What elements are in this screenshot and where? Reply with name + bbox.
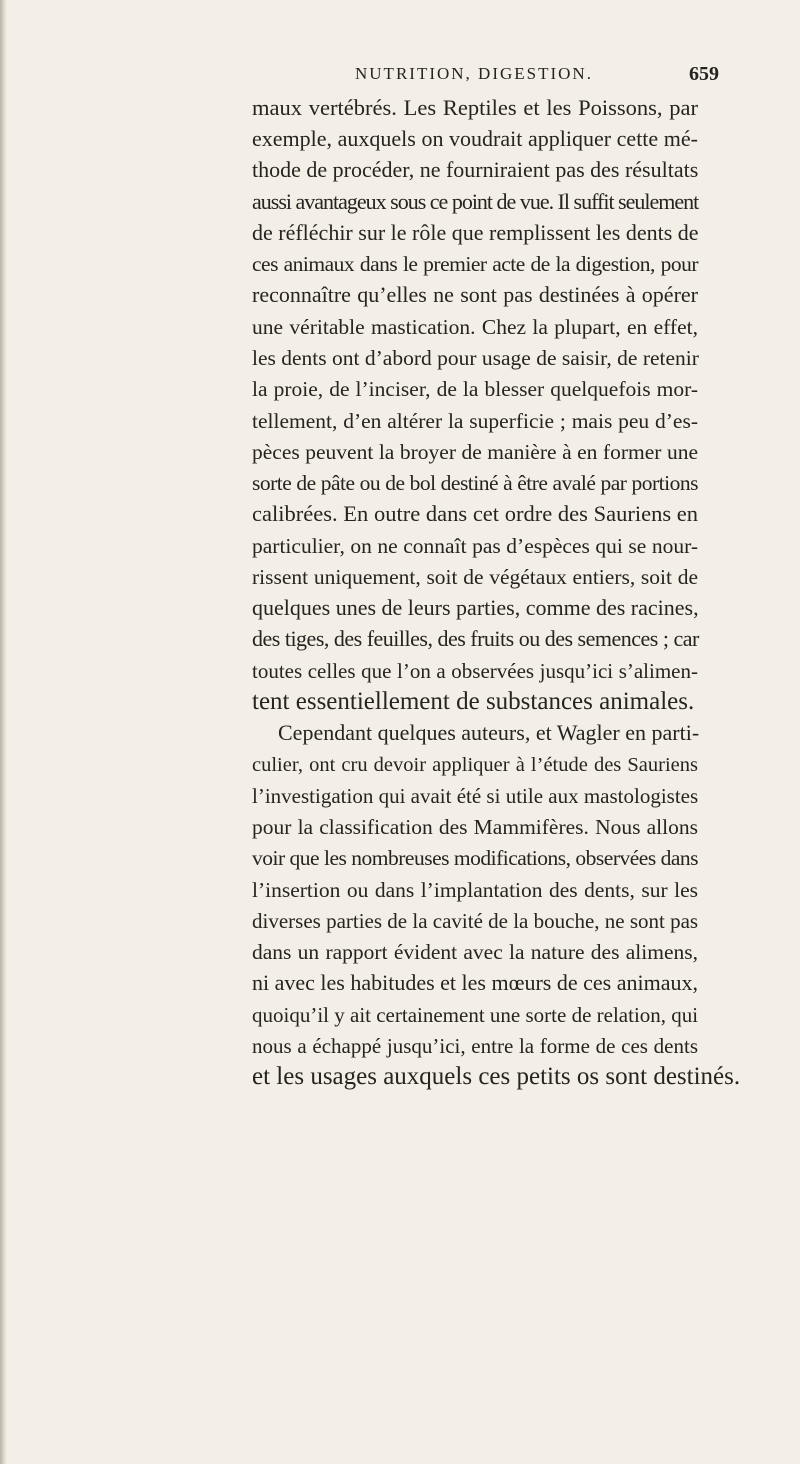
text-line-content: tent essentiellement de substances animales. bbox=[252, 688, 695, 715]
text-line-content: quoiqu’il y ait certainement une sorte de relation, qui bbox=[252, 1003, 699, 1027]
text-line bbox=[0, 780, 800, 812]
text-line bbox=[0, 623, 800, 655]
text-line bbox=[0, 405, 800, 437]
text-line bbox=[0, 342, 800, 374]
text-line-content: l’investigation qui avait été si utile aux mastologistes bbox=[252, 784, 699, 808]
text-line bbox=[0, 186, 800, 218]
text-line-content: pèces peuvent la broyer de manière à en former une bbox=[252, 440, 698, 464]
text-line-content: quelques unes de leurs parties, comme des racines, bbox=[252, 595, 699, 620]
text-line bbox=[0, 123, 800, 155]
text-line-content: aussi avantageux sous ce point de vue. Il suffit seulement bbox=[252, 189, 699, 214]
text-line bbox=[0, 248, 800, 280]
page-number: 659 bbox=[689, 63, 719, 85]
text-line-content: toutes celles que l’on a observées jusqu’ici s’alimen- bbox=[252, 659, 698, 683]
text-line bbox=[0, 1030, 800, 1062]
text-line bbox=[0, 905, 800, 937]
text-line bbox=[0, 436, 800, 468]
text-line-content: Cependant quelques auteurs, et Wagler en parti- bbox=[278, 720, 700, 745]
text-line bbox=[0, 717, 800, 749]
text-line-content: diverses parties de la cavité de la bouche, ne sont pas bbox=[252, 909, 699, 933]
text-line bbox=[0, 686, 800, 718]
text-line-content: sorte de pâte ou de bol destiné à être avalé par portions bbox=[252, 471, 698, 495]
text-line-content: la proie, de l’inciser, de la blesser quelquefois mor- bbox=[252, 377, 698, 401]
text-line-content: une véritable mastication. Chez la plupart, en effet, bbox=[252, 315, 698, 339]
text-line-content: tellement, d’en altérer la superficie ; mais peu d’es- bbox=[252, 409, 698, 433]
text-line-content: calibrées. En outre dans cet ordre des Sauriens en bbox=[252, 501, 698, 526]
text-line bbox=[0, 530, 800, 562]
running-head bbox=[0, 64, 800, 90]
text-line bbox=[0, 811, 800, 843]
text-line bbox=[0, 373, 800, 405]
text-line bbox=[0, 311, 800, 343]
text-line-content: reconnaître qu’elles ne sont pas destinées à opérer bbox=[252, 282, 698, 307]
text-line-content: voir que les nombreuses modifications, observées dans bbox=[252, 846, 698, 870]
text-line-content: de réfléchir sur le rôle que remplissent les dents de bbox=[252, 220, 699, 245]
text-line bbox=[0, 749, 800, 781]
text-line bbox=[0, 498, 800, 530]
text-line-content: ces animaux dans le premier acte de la digestion, pour bbox=[252, 252, 698, 276]
text-line-content: des tiges, des feuilles, des fruits ou des semences ; car bbox=[252, 626, 699, 651]
text-line-content: les dents ont d’abord pour usage de saisir, de retenir bbox=[252, 346, 699, 370]
text-line bbox=[0, 92, 800, 124]
text-line-content: culier, ont cru devoir appliquer à l’étude des Sauriens bbox=[252, 754, 698, 776]
text-line bbox=[0, 874, 800, 906]
text-line bbox=[0, 279, 800, 311]
text-line bbox=[0, 154, 800, 186]
text-line bbox=[0, 467, 800, 499]
text-line-content: thode de procéder, ne fourniraient pas des résultats bbox=[252, 157, 699, 182]
text-line bbox=[0, 967, 800, 999]
text-line bbox=[0, 592, 800, 624]
text-line-content: l’insertion ou dans l’implantation des dents, sur les bbox=[252, 878, 698, 902]
text-line-content: maux vertébrés. Les Reptiles et les Poissons, par bbox=[252, 95, 698, 120]
text-line-content: nous a échappé jusqu’ici, entre la forme de ces dents bbox=[252, 1034, 698, 1058]
text-line bbox=[0, 842, 800, 874]
text-line bbox=[0, 561, 800, 593]
text-line-content: exemple, auxquels on voudrait appliquer cette mé- bbox=[252, 126, 698, 151]
text-line-content: ni avec les habitudes et les mœurs de ces animaux, bbox=[252, 970, 698, 995]
text-line-content: pour la classification des Mammifères. Nous allons bbox=[252, 815, 698, 839]
running-title: NUTRITION, DIGESTION. bbox=[355, 64, 593, 83]
text-line bbox=[0, 217, 800, 249]
text-line-content: particulier, on ne connaît pas d’espèces qui se nour- bbox=[252, 534, 698, 558]
text-line bbox=[0, 999, 800, 1031]
text-line bbox=[0, 936, 800, 968]
text-line-content: rissent uniquement, soit de végétaux entiers, soit de bbox=[252, 565, 698, 589]
text-line-content: et les usages auxquels ces petits os sont destinés. bbox=[252, 1063, 741, 1090]
text-line-content: dans un rapport évident avec la nature des alimens, bbox=[252, 940, 698, 964]
text-line bbox=[0, 1061, 800, 1093]
text-line bbox=[0, 655, 800, 687]
